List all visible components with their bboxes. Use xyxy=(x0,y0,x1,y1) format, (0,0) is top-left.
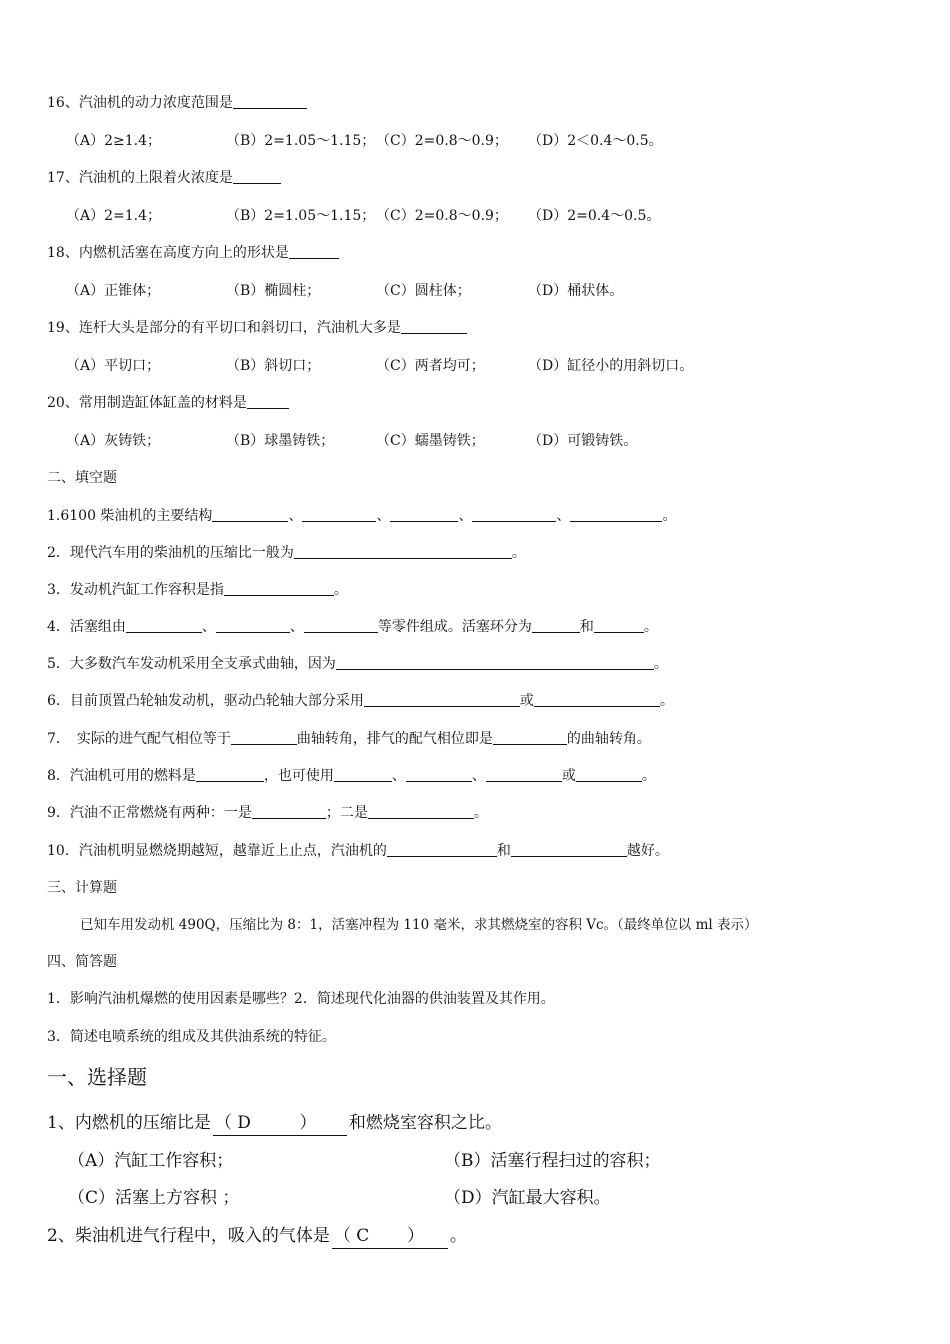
option-b: （B）2=1.05～1.15； xyxy=(226,133,376,149)
question-text: ；二是 xyxy=(325,805,368,821)
separator: 、 xyxy=(288,508,303,524)
answer-blank xyxy=(472,507,556,522)
question-text: 4．活塞组由 xyxy=(47,619,126,635)
question-text: 20、常用制造缸体缸盖的材料是 xyxy=(47,395,247,411)
fill-question-8 xyxy=(47,766,656,786)
option-c: （C）两者均可； xyxy=(376,358,485,374)
period: 。 xyxy=(333,582,348,598)
question-19 xyxy=(47,318,467,338)
question-text: 或 xyxy=(561,768,576,784)
question-text: 1、内燃机的压缩比是 xyxy=(47,1113,211,1133)
question-text: 2．现代汽车用的柴油机的压缩比一般为 xyxy=(47,545,294,561)
question-17 xyxy=(47,168,281,188)
answer-blank xyxy=(534,692,660,707)
separator: 、 xyxy=(471,768,486,784)
option-d: （D）2＜0.4～0.5。 xyxy=(528,133,663,149)
period: 。 xyxy=(659,693,674,709)
question-text: 17、汽油机的上限着火浓度是 xyxy=(47,170,233,186)
answer-blank xyxy=(233,169,281,184)
answer-blank xyxy=(247,394,289,409)
answer-option-b: （B）活塞行程扫过的容积； xyxy=(444,1151,661,1171)
answer-blank xyxy=(216,618,290,633)
fill-question-9 xyxy=(47,803,488,823)
question-16 xyxy=(47,93,307,113)
question-text: 曲轴转角，排气的配气相位即是 xyxy=(296,731,493,747)
answer-blank xyxy=(576,767,642,782)
answer-blank xyxy=(406,767,472,782)
short-answer-line-1: 1．影响汽油机爆燃的使用因素是哪些？2．简述现代化油器的供油装置及其作用。 xyxy=(47,991,555,1007)
separator: 、 xyxy=(391,768,406,784)
option-a: （A）正锥体； xyxy=(66,283,161,299)
question-18 xyxy=(47,243,339,263)
question-text: 或 xyxy=(519,693,534,709)
answer-blank xyxy=(289,244,339,259)
period: 。 xyxy=(511,545,526,561)
option-d: （D）2=0.4～0.5。 xyxy=(528,208,661,224)
period: 。 xyxy=(653,656,668,672)
question-text: 和燃烧室容积之比。 xyxy=(348,1113,502,1133)
option-b: （B）椭圆柱； xyxy=(226,283,321,299)
paren-left: （ xyxy=(333,1226,351,1246)
question-text: 9．汽油不正常燃烧有两种：一是 xyxy=(47,805,252,821)
option-a: （A）平切口； xyxy=(66,358,161,374)
answer-blank xyxy=(594,618,644,633)
question-text: 和 xyxy=(496,843,511,859)
option-c: （C）2=0.8～0.9； xyxy=(376,208,508,224)
question-text: 5．大多数汽车发动机采用全支承式曲轴，因为 xyxy=(47,656,336,672)
option-a: （A）2=1.4； xyxy=(66,208,162,224)
period: 。 xyxy=(449,1226,467,1246)
answer-option-d: （D）汽缸最大容积。 xyxy=(444,1188,611,1208)
fill-question-2 xyxy=(47,543,526,563)
calc-question: 已知车用发动机 490Q，压缩比为 8：1，活塞冲程为 110 毫米，求其燃烧室的容积 Vc。（最终单位以 ml 表示） xyxy=(80,917,758,933)
question-text: 6．目前顶置凸轮轴发动机，驱动凸轮轴大部分采用 xyxy=(47,693,364,709)
period: 。 xyxy=(641,768,656,784)
question-20 xyxy=(47,393,289,413)
separator: 、 xyxy=(289,619,304,635)
answer-blank xyxy=(364,692,520,707)
fill-question-6 xyxy=(47,691,674,711)
answer-blank xyxy=(304,618,378,633)
answer-blank xyxy=(334,767,392,782)
fill-question-5 xyxy=(47,654,668,674)
question-text: 16、汽油机的动力浓度范围是 xyxy=(47,95,233,111)
answer-blank xyxy=(368,804,474,819)
question-text: 越好。 xyxy=(626,843,669,859)
fill-question-10 xyxy=(47,841,669,861)
question-text: 2、柴油机进气行程中，吸入的气体是 xyxy=(47,1226,330,1246)
fill-question-3 xyxy=(47,580,348,600)
section-heading-fill: 二、填空题 xyxy=(47,470,117,486)
answer-blank xyxy=(231,730,297,745)
answer-blank xyxy=(532,618,580,633)
separator: 、 xyxy=(201,619,216,635)
question-text: 18、内燃机活塞在高度方向上的形状是 xyxy=(47,245,289,261)
option-d: （D）桶状体。 xyxy=(528,283,624,299)
answer-blank xyxy=(493,730,567,745)
answer-blank xyxy=(390,507,458,522)
period: 。 xyxy=(643,619,658,635)
answer-option-a: （A）汽缸工作容积； xyxy=(68,1151,234,1171)
section-heading-choice: 一、选择题 xyxy=(47,1065,147,1089)
period: 。 xyxy=(662,508,677,524)
period: 。 xyxy=(473,805,488,821)
option-b: （B）斜切口； xyxy=(226,358,321,374)
section-heading-short: 四、简答题 xyxy=(47,954,117,970)
option-a: （A）2≥1.4； xyxy=(66,133,162,149)
option-c: （C）2=0.8～0.9； xyxy=(376,133,508,149)
answer-blank xyxy=(196,767,264,782)
answer-blank xyxy=(401,319,467,334)
answer-box xyxy=(213,1111,347,1136)
separator: 、 xyxy=(376,508,391,524)
answer-question-2 xyxy=(47,1224,467,1249)
option-a: （A）灰铸铁； xyxy=(66,433,161,449)
answer-option-c: （C）活塞上方容积 ； xyxy=(68,1188,240,1208)
question-text: 等零件组成。活塞环分为 xyxy=(377,619,532,635)
answer-blank xyxy=(336,655,654,670)
question-text: 1.6100 柴油机的主要结构 xyxy=(47,508,213,524)
answer-blank xyxy=(252,804,326,819)
paren-right: ） xyxy=(407,1226,425,1246)
answer-blank xyxy=(570,507,662,522)
question-text: ，也可使用 xyxy=(263,768,334,784)
fill-question-4 xyxy=(47,617,658,637)
section-heading-calc: 三、计算题 xyxy=(47,880,117,896)
answer-blank xyxy=(387,842,497,857)
option-c: （C）圆柱体； xyxy=(376,283,471,299)
answer-question-1 xyxy=(47,1111,502,1136)
question-text: 10．汽油机明显燃烧期越短，越靠近上止点，汽油机的 xyxy=(47,843,387,859)
answer-value: C xyxy=(356,1226,370,1246)
answer-blank xyxy=(511,842,627,857)
option-b: （B）球墨铸铁； xyxy=(226,433,335,449)
question-text: 19、连杆大头是部分的有平切口和斜切口，汽油机大多是 xyxy=(47,320,401,336)
answer-box xyxy=(332,1224,448,1249)
question-text: 和 xyxy=(579,619,594,635)
fill-question-1 xyxy=(47,506,676,526)
fill-question-7 xyxy=(47,729,651,749)
answer-value: D xyxy=(237,1113,251,1133)
answer-blank xyxy=(302,507,376,522)
option-b: （B）2=1.05～1.15； xyxy=(226,208,376,224)
separator: 、 xyxy=(458,508,473,524)
paren-left: （ xyxy=(214,1113,232,1133)
answer-blank xyxy=(486,767,562,782)
short-answer-line-2: 3．简述电喷系统的组成及其供油系统的特征。 xyxy=(47,1029,336,1045)
question-text: 3．发动机汽缸工作容积是指 xyxy=(47,582,224,598)
option-c: （C）蠕墨铸铁； xyxy=(376,433,485,449)
answer-blank xyxy=(224,581,334,596)
option-d: （D）缸径小的用斜切口。 xyxy=(528,358,694,374)
option-d: （D）可锻铸铁。 xyxy=(528,433,638,449)
answer-blank xyxy=(294,544,512,559)
answer-blank xyxy=(126,618,202,633)
answer-blank xyxy=(233,94,307,109)
separator: 、 xyxy=(556,508,571,524)
paren-right: ） xyxy=(299,1113,317,1133)
question-text: 的曲轴转角。 xyxy=(566,731,651,747)
question-text: 8．汽油机可用的燃料是 xyxy=(47,768,196,784)
answer-blank xyxy=(212,507,288,522)
question-text: 7． 实际的进气配气相位等于 xyxy=(47,731,231,747)
